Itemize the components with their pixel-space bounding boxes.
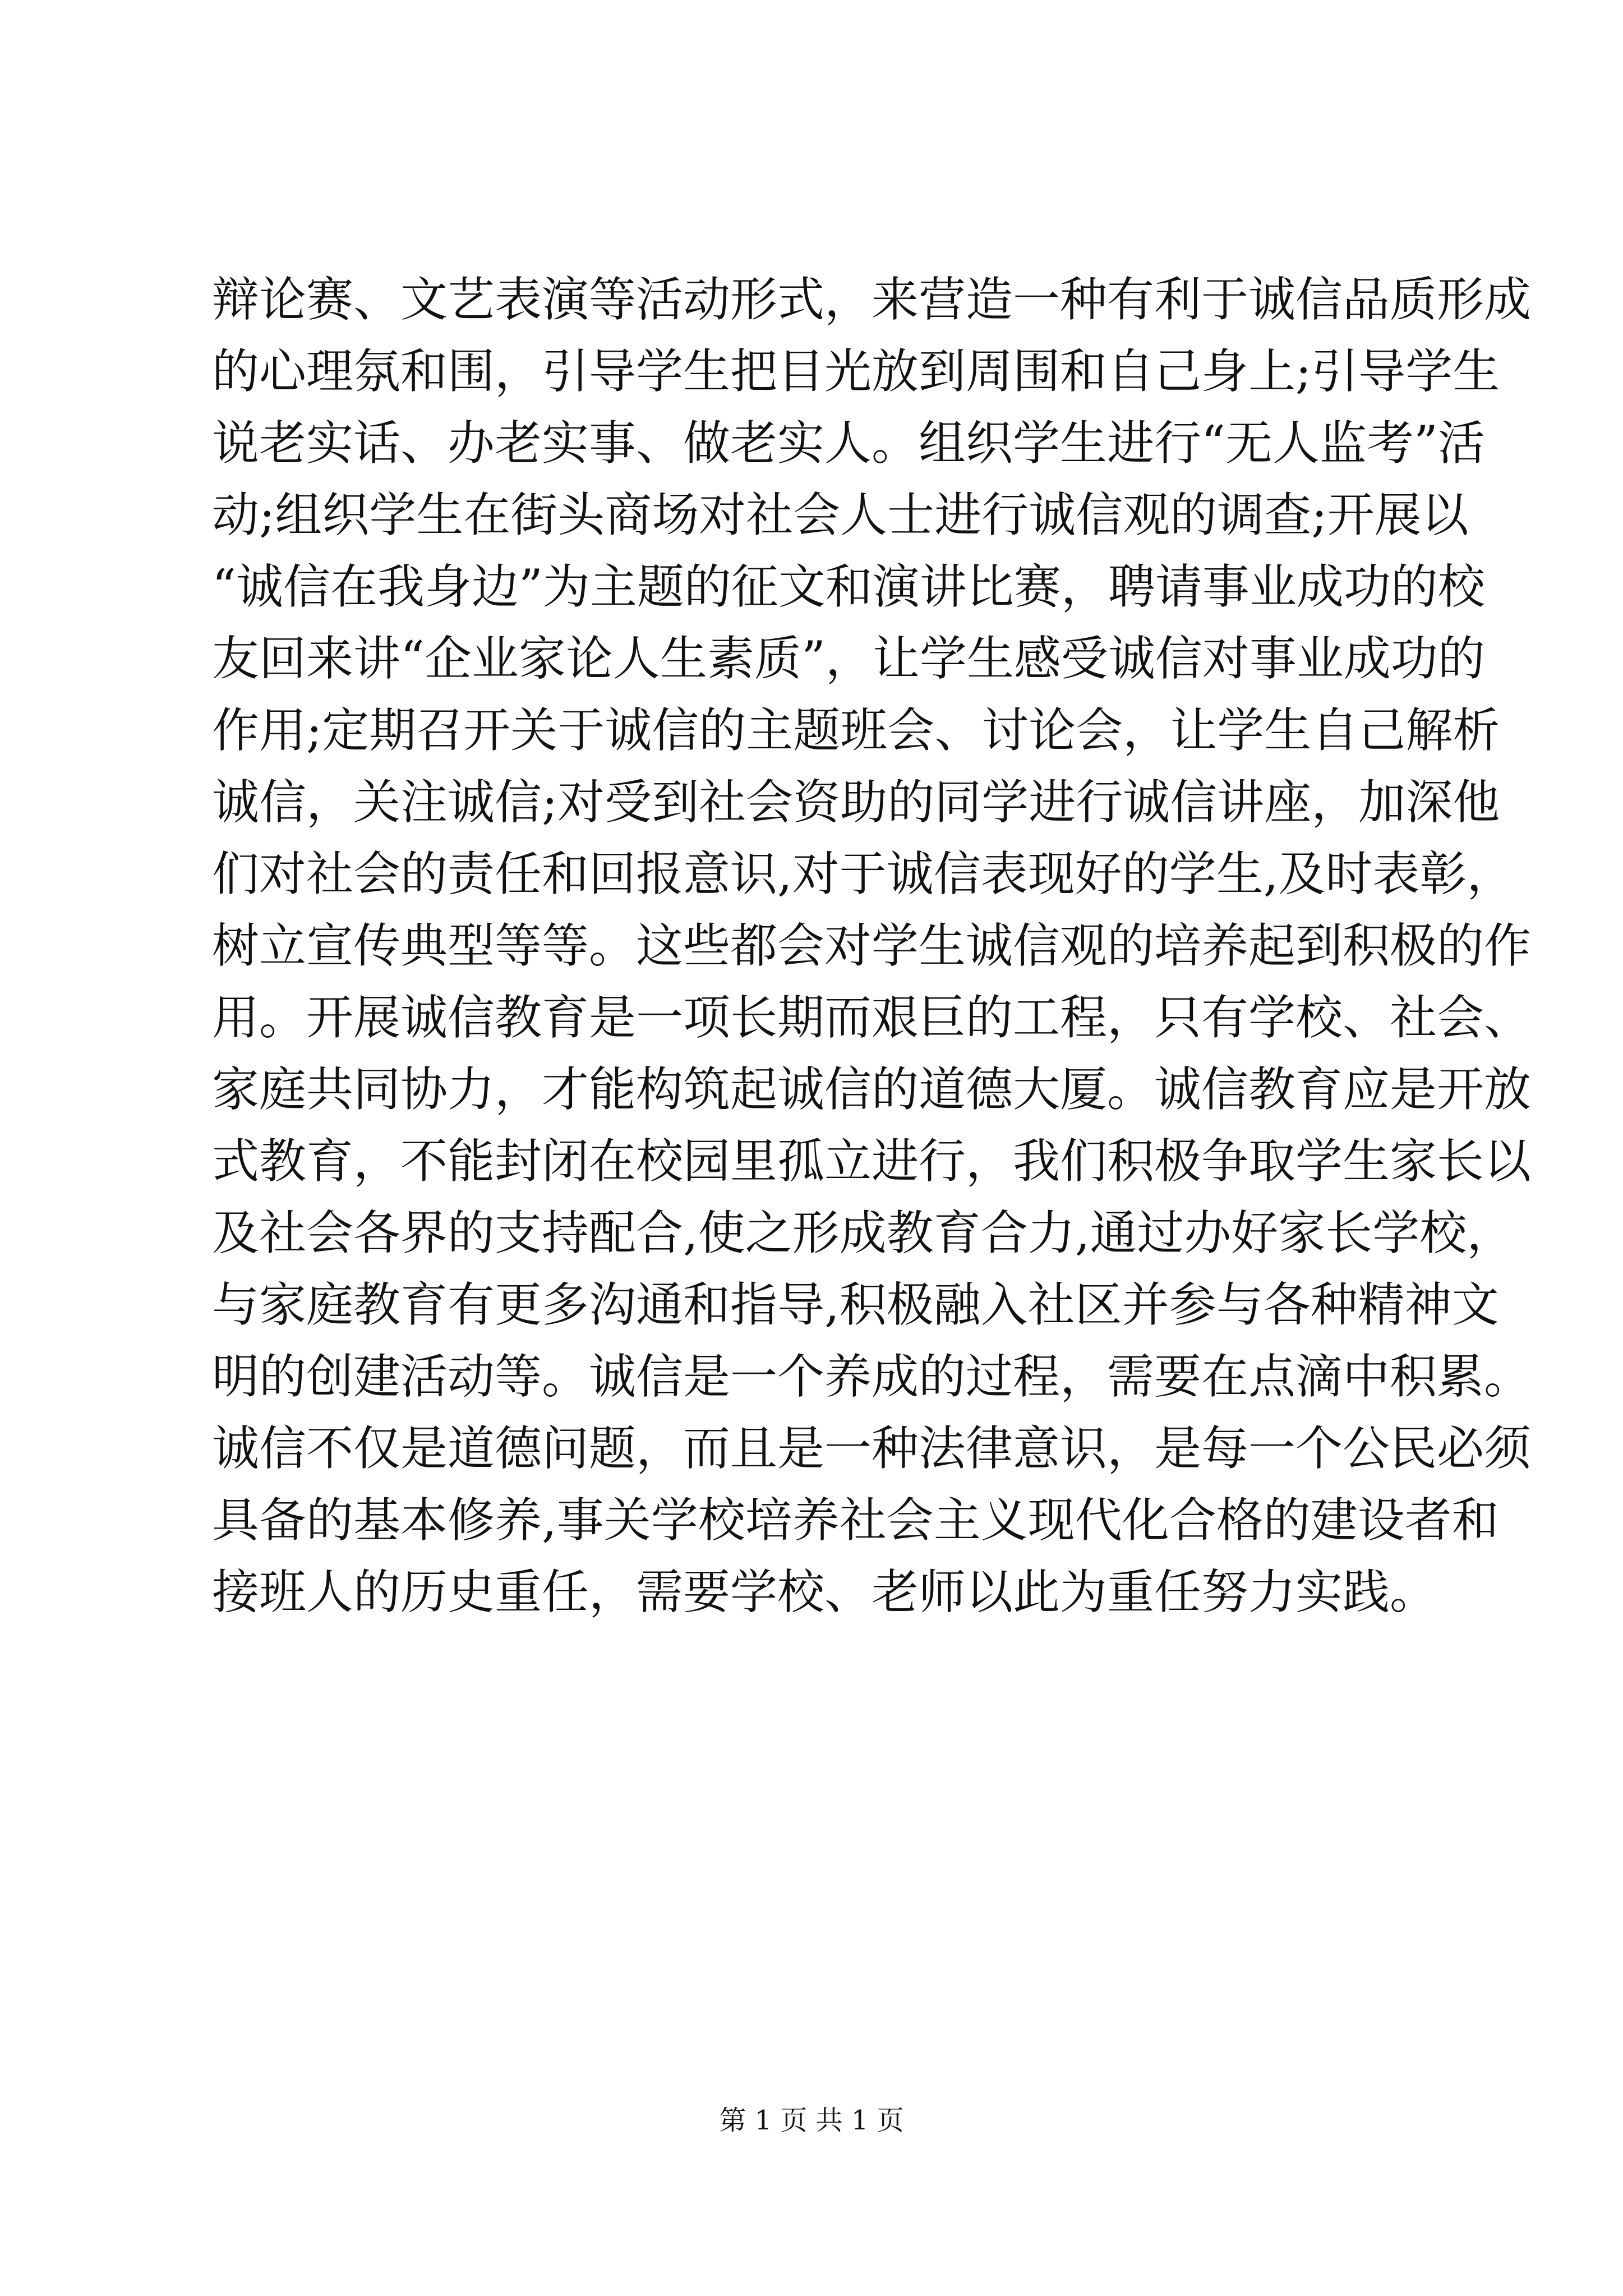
text-line: 作用;定期召开关于诚信的主题班会、讨论会，让学生自己解析 xyxy=(212,703,1500,758)
text-line: 接班人的历史重任，需要学校、老师以此为重任努力实践。 xyxy=(212,1565,1437,1619)
text-line: 用。开展诚信教育是一项长期而艰巨的工程，只有学校、社会、 xyxy=(212,990,1532,1045)
text-line: 式教育，不能封闭在校园里孤立进行，我们积极争取学生家长以 xyxy=(212,1134,1532,1189)
text-line: 树立宣传典型等等。这些都会对学生诚信观的培养起到积极的作 xyxy=(212,918,1532,973)
text-line: 说老实话、办老实事、做老实人。组织学生进行“无人监考”活 xyxy=(212,416,1485,471)
text-line: 们对社会的责任和回报意识,对于诚信表现好的学生,及时表彰， xyxy=(212,846,1514,901)
body-paragraph xyxy=(212,264,1532,1628)
text-line: 及社会各界的支持配合,使之形成教育合力,通过办好家长学校， xyxy=(212,1205,1514,1260)
text-line: 诚信，关注诚信;对受到社会资助的同学进行诚信讲座，加深他 xyxy=(212,775,1500,830)
text-line: “诚信在我身边”为主题的征文和演讲比赛，聘请事业成功的校 xyxy=(212,559,1485,614)
text-line: 家庭共同协力，才能构筑起诚信的道德大厦。诚信教育应是开放 xyxy=(212,1062,1532,1117)
text-line: 动;组织学生在街头商场对社会人士进行诚信观的调查;开展以 xyxy=(212,487,1469,542)
page-footer xyxy=(0,2104,1623,2137)
text-line: 辩论赛、文艺表演等活动形式，来营造一种有利于诚信品质形成 xyxy=(212,272,1532,327)
text-line: 友回来讲“企业家论人生素质”，让学生感受诚信对事业成功的 xyxy=(212,631,1485,686)
text-line: 明的创建活动等。诚信是一个养成的过程，需要在点滴中积累。 xyxy=(212,1349,1532,1404)
text-line: 具备的基本修养,事关学校培养社会主义现代化合格的建设者和 xyxy=(212,1493,1499,1548)
text-line: 的心理氛和围，引导学生把目光放到周围和自己身上;引导学生 xyxy=(212,344,1500,399)
page-number-label: 第 1 页 共 1 页 xyxy=(719,2105,904,2136)
text-line: 诚信不仅是道德问题，而且是一种法律意识，是每一个公民必须 xyxy=(212,1421,1532,1476)
text-line: 与家庭教育有更多沟通和指导,积极融入社区并参与各种精神文 xyxy=(212,1277,1499,1332)
